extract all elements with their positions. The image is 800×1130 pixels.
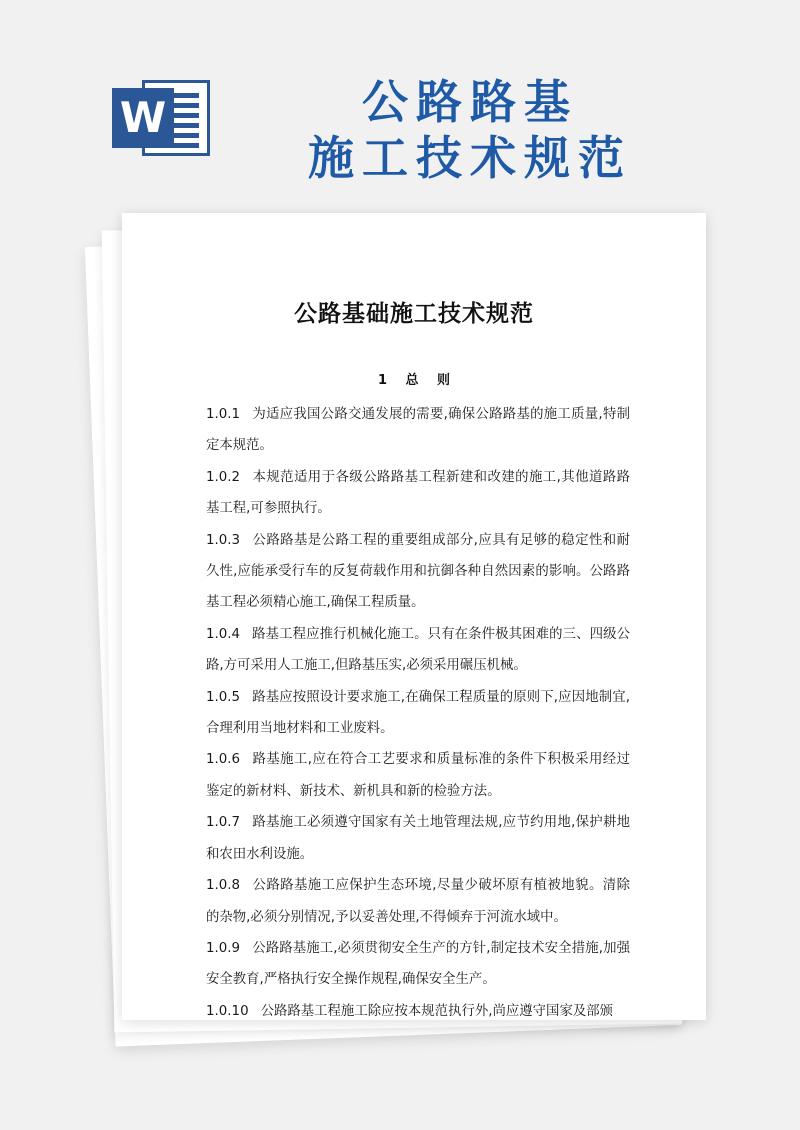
clause-number: 1.0.2 bbox=[206, 469, 241, 485]
document-title: 公路基础施工技术规范 bbox=[294, 301, 534, 327]
banner-title bbox=[290, 74, 650, 186]
clause bbox=[206, 933, 630, 996]
clause-number: 1.0.9 bbox=[206, 940, 241, 956]
clause-number: 1.0.6 bbox=[206, 752, 241, 768]
clause bbox=[206, 525, 630, 619]
clause-number: 1.0.7 bbox=[206, 815, 241, 831]
clause-text: 路基施工必须遵守国家有关土地管理法规,应节约用地,保护耕地和农田水利设施。 bbox=[206, 815, 630, 862]
clause-number: 1.0.1 bbox=[206, 407, 241, 422]
clause bbox=[206, 399, 630, 462]
clause bbox=[206, 619, 630, 682]
clause-number: 1.0.10 bbox=[206, 1003, 249, 1019]
clause-text: 路基工程应推行机械化施工。只有在条件极其困难的三、四级公路,方可采用人工施工,但路基压实,必须采用碾压机械。 bbox=[206, 626, 630, 674]
clause bbox=[206, 462, 630, 525]
clause-number: 1.0.5 bbox=[206, 689, 241, 705]
clause bbox=[206, 870, 630, 933]
banner-title-line2: 施工技术规范 bbox=[308, 131, 632, 185]
document-page bbox=[122, 213, 706, 1020]
word-logo bbox=[112, 80, 214, 156]
banner-title-line1: 公路路基 bbox=[362, 75, 578, 129]
clause-text: 本规范适用于各级公路路基工程新建和改建的施工,其他道路路基工程,可参照执行。 bbox=[206, 469, 630, 517]
word-document-icon: W bbox=[112, 88, 174, 148]
clause bbox=[206, 807, 630, 870]
clause-number: 1.0.4 bbox=[206, 626, 241, 642]
clause-text: 路基应按照设计要求施工,在确保工程质量的原则下,应因地制宜,合理利用当地材料和工业废料。 bbox=[206, 689, 630, 737]
clause bbox=[206, 744, 630, 807]
document-body bbox=[206, 399, 630, 1020]
clause bbox=[206, 996, 630, 1020]
clause-text: 公路路基是公路工程的重要组成部分,应具有足够的稳定性和耐久性,应能承受行车的反复荷载作用和抗御各种自然因素的影响。公路路基工程必须精心施工,确保工程质量。 bbox=[206, 532, 630, 611]
clause-text: 公路路基施工应保护生态环境,尽量少破坏原有植被地貌。清除的杂物,必须分别情况,予以妥善处理,不得倾弃于河流水域中。 bbox=[206, 878, 630, 925]
clause bbox=[206, 682, 630, 745]
clause-text: 为适应我国公路交通发展的需要,确保公路路基的施工质量,特制定本规范。 bbox=[206, 407, 630, 454]
clause-text: 公路路基工程施工除应按本规范执行外,尚应遵守国家及部颁 bbox=[260, 1003, 614, 1019]
clause-text: 路基施工,应在符合工艺要求和质量标准的条件下积极采用经过鉴定的新材料、新技术、新机具和新的检验方法。 bbox=[206, 752, 630, 799]
clause-number: 1.0.8 bbox=[206, 878, 241, 894]
clause-text: 公路路基施工,必须贯彻安全生产的方针,制定技术安全措施,加强安全教育,严格执行安全操作规程,确保安全生产。 bbox=[206, 940, 630, 988]
chapter-heading: 1 总 则 bbox=[377, 373, 451, 388]
clause-number: 1.0.3 bbox=[206, 532, 241, 548]
